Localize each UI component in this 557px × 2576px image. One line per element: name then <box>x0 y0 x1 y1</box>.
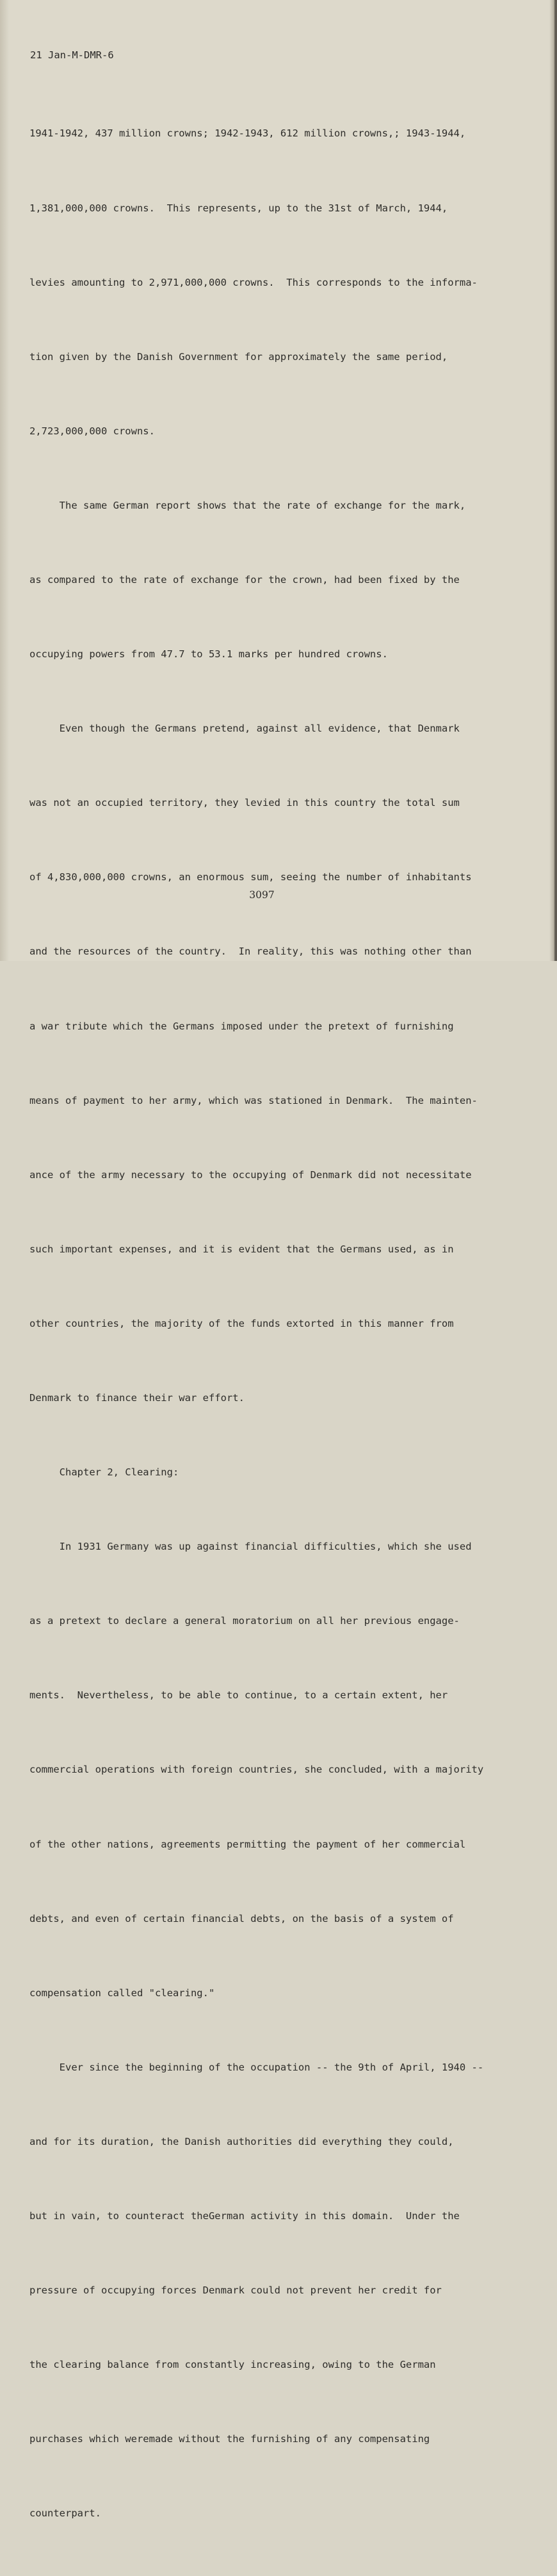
text-line: the clearing balance from constantly increasing, owing to the German <box>29 2359 436 2371</box>
text-line: occupying powers from 47.7 to 53.1 marks per hundred crowns. <box>29 648 388 660</box>
text-line: counterpart. <box>29 2507 101 2520</box>
page-left-edge <box>0 0 9 961</box>
text-line: of the other nations, agreements permitting the payment of her commercial <box>29 1838 466 1850</box>
text-line: levies amounting to 2,971,000,000 crowns. This corresponds to the informa- <box>29 276 478 288</box>
text-line: pressure of occupying forces Denmark could not prevent her credit for <box>29 2285 442 2297</box>
text-line: such important expenses, and it is evident that the Germans used, as in <box>29 1243 454 1255</box>
page-number: 3097 <box>249 889 275 901</box>
text-line: as compared to the rate of exchange for the crown, had been fixed by the <box>29 573 460 586</box>
document-header: 21 Jan-M-DMR-6 <box>30 49 114 61</box>
text-line: ments. Nevertheless, to be able to continue, to a certain extent, her <box>29 1689 448 1702</box>
text-line: as a pretext to declare a general moratorium on all her previous engage- <box>29 1615 460 1627</box>
text-line: In 1931 Germany was up against financial difficulties, which she used <box>29 1541 472 1553</box>
text-line: 2,723,000,000 crowns. <box>29 425 155 437</box>
text-line: was not an occupied territory, they levied in this country the total sum <box>29 797 460 809</box>
text-line: means of payment to her army, which was stationed in Denmark. The mainten- <box>29 1094 478 1106</box>
text-line: but in vain, to counteract theGerman activity in this domain. Under the <box>29 2210 460 2222</box>
text-line: ance of the army necessary to the occupying of Denmark did not necessitate <box>29 1169 472 1181</box>
text-line: other countries, the majority of the funds extorted in this manner from <box>29 1317 454 1329</box>
text-line: Denmark to finance their war effort. <box>29 1392 245 1404</box>
text-line: tion given by the Danish Government for approximately the same period, <box>29 350 448 363</box>
text-line: debts, and even of certain financial debts, on the basis of a system of <box>29 1912 454 1924</box>
text-line: compensation called "clearing." <box>29 1987 215 1999</box>
document-body <box>29 72 503 2576</box>
text-line: a war tribute which the Germans imposed under the pretext of furnishing <box>29 1020 454 1032</box>
page-right-edge <box>549 0 557 961</box>
text-line: purchases which weremade without the furnishing of any compensating <box>29 2433 430 2445</box>
text-line: 1941-1942, 437 million crowns; 1942-1943, 612 million crowns,; 1943-1944, <box>29 127 466 140</box>
text-line: Even though the Germans pretend, against all evidence, that Denmark <box>29 723 460 735</box>
text-line: of 4,830,000,000 crowns, an enormous sum, seeing the number of inhabitants <box>29 871 472 883</box>
text-line: commercial operations with foreign countries, she concluded, with a majority <box>29 1764 484 1776</box>
text-line: 1,381,000,000 crowns. This represents, up to the 31st of March, 1944, <box>29 202 448 214</box>
chapter-heading: Chapter 2, Clearing: <box>29 1466 179 1479</box>
text-line: and the resources of the country. In reality, this was nothing other than <box>29 946 472 958</box>
text-line: Ever since the beginning of the occupation -- the 9th of April, 1940 -- <box>29 2061 484 2073</box>
text-line: and for its duration, the Danish authorities did everything they could, <box>29 2135 454 2147</box>
text-line: The same German report shows that the rate of exchange for the mark, <box>29 499 466 511</box>
